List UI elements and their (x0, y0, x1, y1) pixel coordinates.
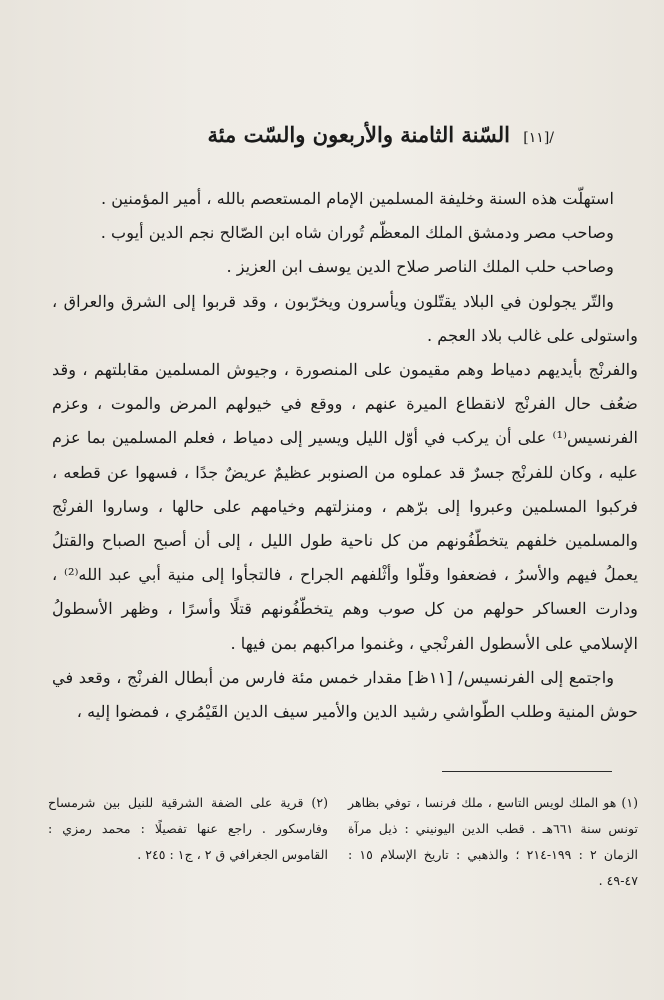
paragraph-4: والتّر يجولون في البلاد يقتّلون ويأسرون ويخرّبون ، وقد قربوا إلى الشرق والعراق ، واستولى على غالب بلاد العجم . (52, 291, 638, 345)
paragraph-6: واجتمع إلى الفرنسيس/ [١١ظ] مقدار خمس مئة فارس من أبطال الفرنْج ، وقعد في حوش المنية وطلب الطّواشي رشيد الدين والأمير سيف الدين القَيْمُري ، فمضوا إليه ، (52, 667, 638, 722)
paragraph-5: والفرنْج بأيديهم دمياط وهم مقيمون على المنصورة ، وجيوش المسلمين مقابلتهم ، وقد ضعُف حال الفرنْج لانقطاع الميرة عنهم ، ووقع في خيولهم المرض والموت ، وعزم الفرنسيس⁽¹⁾ على أن يركب في أوّل الليل ويسير إلى دمياط ، فعلم المسلمين بما عزم عليه ، وكان للفرنْج جسرٌ قد عملوه من الصنوبر عظيمٌ عريضٌ جدًا ، فسهوا عن قطعه ، فركبوا المسلمين وعبروا إلى برّهم ، ومنزلتهم وخيامهم على حالها ، وساروا الفرنْج والمسلمين خلفهم يتخطّفُونهم من كل ناحية طول الليل ، إلى أن أصبح الصباح والقتلُ يعملُ فيهم والأسرُ ، فضعفوا وقلّوا وأثْلفهم الجراح ، فالتجأوا إلى منية أبي عبد الله⁽²⁾ ، ودارت العساكر حولهم من كل صوب وهم يتخطّفُونهم قتلًا وأسرًا ، وظهر الأسطولُ الإسلامي على الأسطول الفرنْجي ، وغنموا مراكبهم بمن فيها . (52, 360, 638, 653)
paragraph-3: وصاحب حلب الملك الناصر صلاح الدين يوسف ابن العزيز . (226, 257, 614, 277)
page-marker: /[١١] (523, 130, 554, 146)
section-title: السّنة الثامنة والأربعون والسّت مئة (207, 122, 510, 147)
footnotes (48, 790, 638, 890)
footnote-divider (442, 771, 612, 772)
footnote-1: (١) هو الملك لويس التاسع ، ملك فرنسا ، توفي بظاهر تونس سنة ٦٦١هـ . قطب الدين اليونيني : ذيل مرآة الزمان ٢ : ١٩٩-٢١٤ ؛ والذهبي : تاريخ الإسلام ١٥ : ٤٧-٤٩ . (348, 795, 639, 888)
paragraph-1: استهلّت هذه السنة وخليفة المسلمين الإمام المستعصم بالله ، أمير المؤمنين . (100, 189, 614, 208)
paragraph-2: وصاحب مصر ودمشق الملك المعظّم تُوران شاه ابن الصّالح نجم الدين أيوب . (100, 223, 614, 243)
section-heading (114, 122, 554, 147)
body-text (52, 182, 638, 729)
footnote-2: (٢) قرية على الضفة الشرقية للنيل بين شرمساح وفارسكور . راجع عنها تفصيلًا : محمد رمزي : القاموس الجغرافي ق ٢ ، ج١ : ٢٤٥ . (48, 795, 328, 862)
